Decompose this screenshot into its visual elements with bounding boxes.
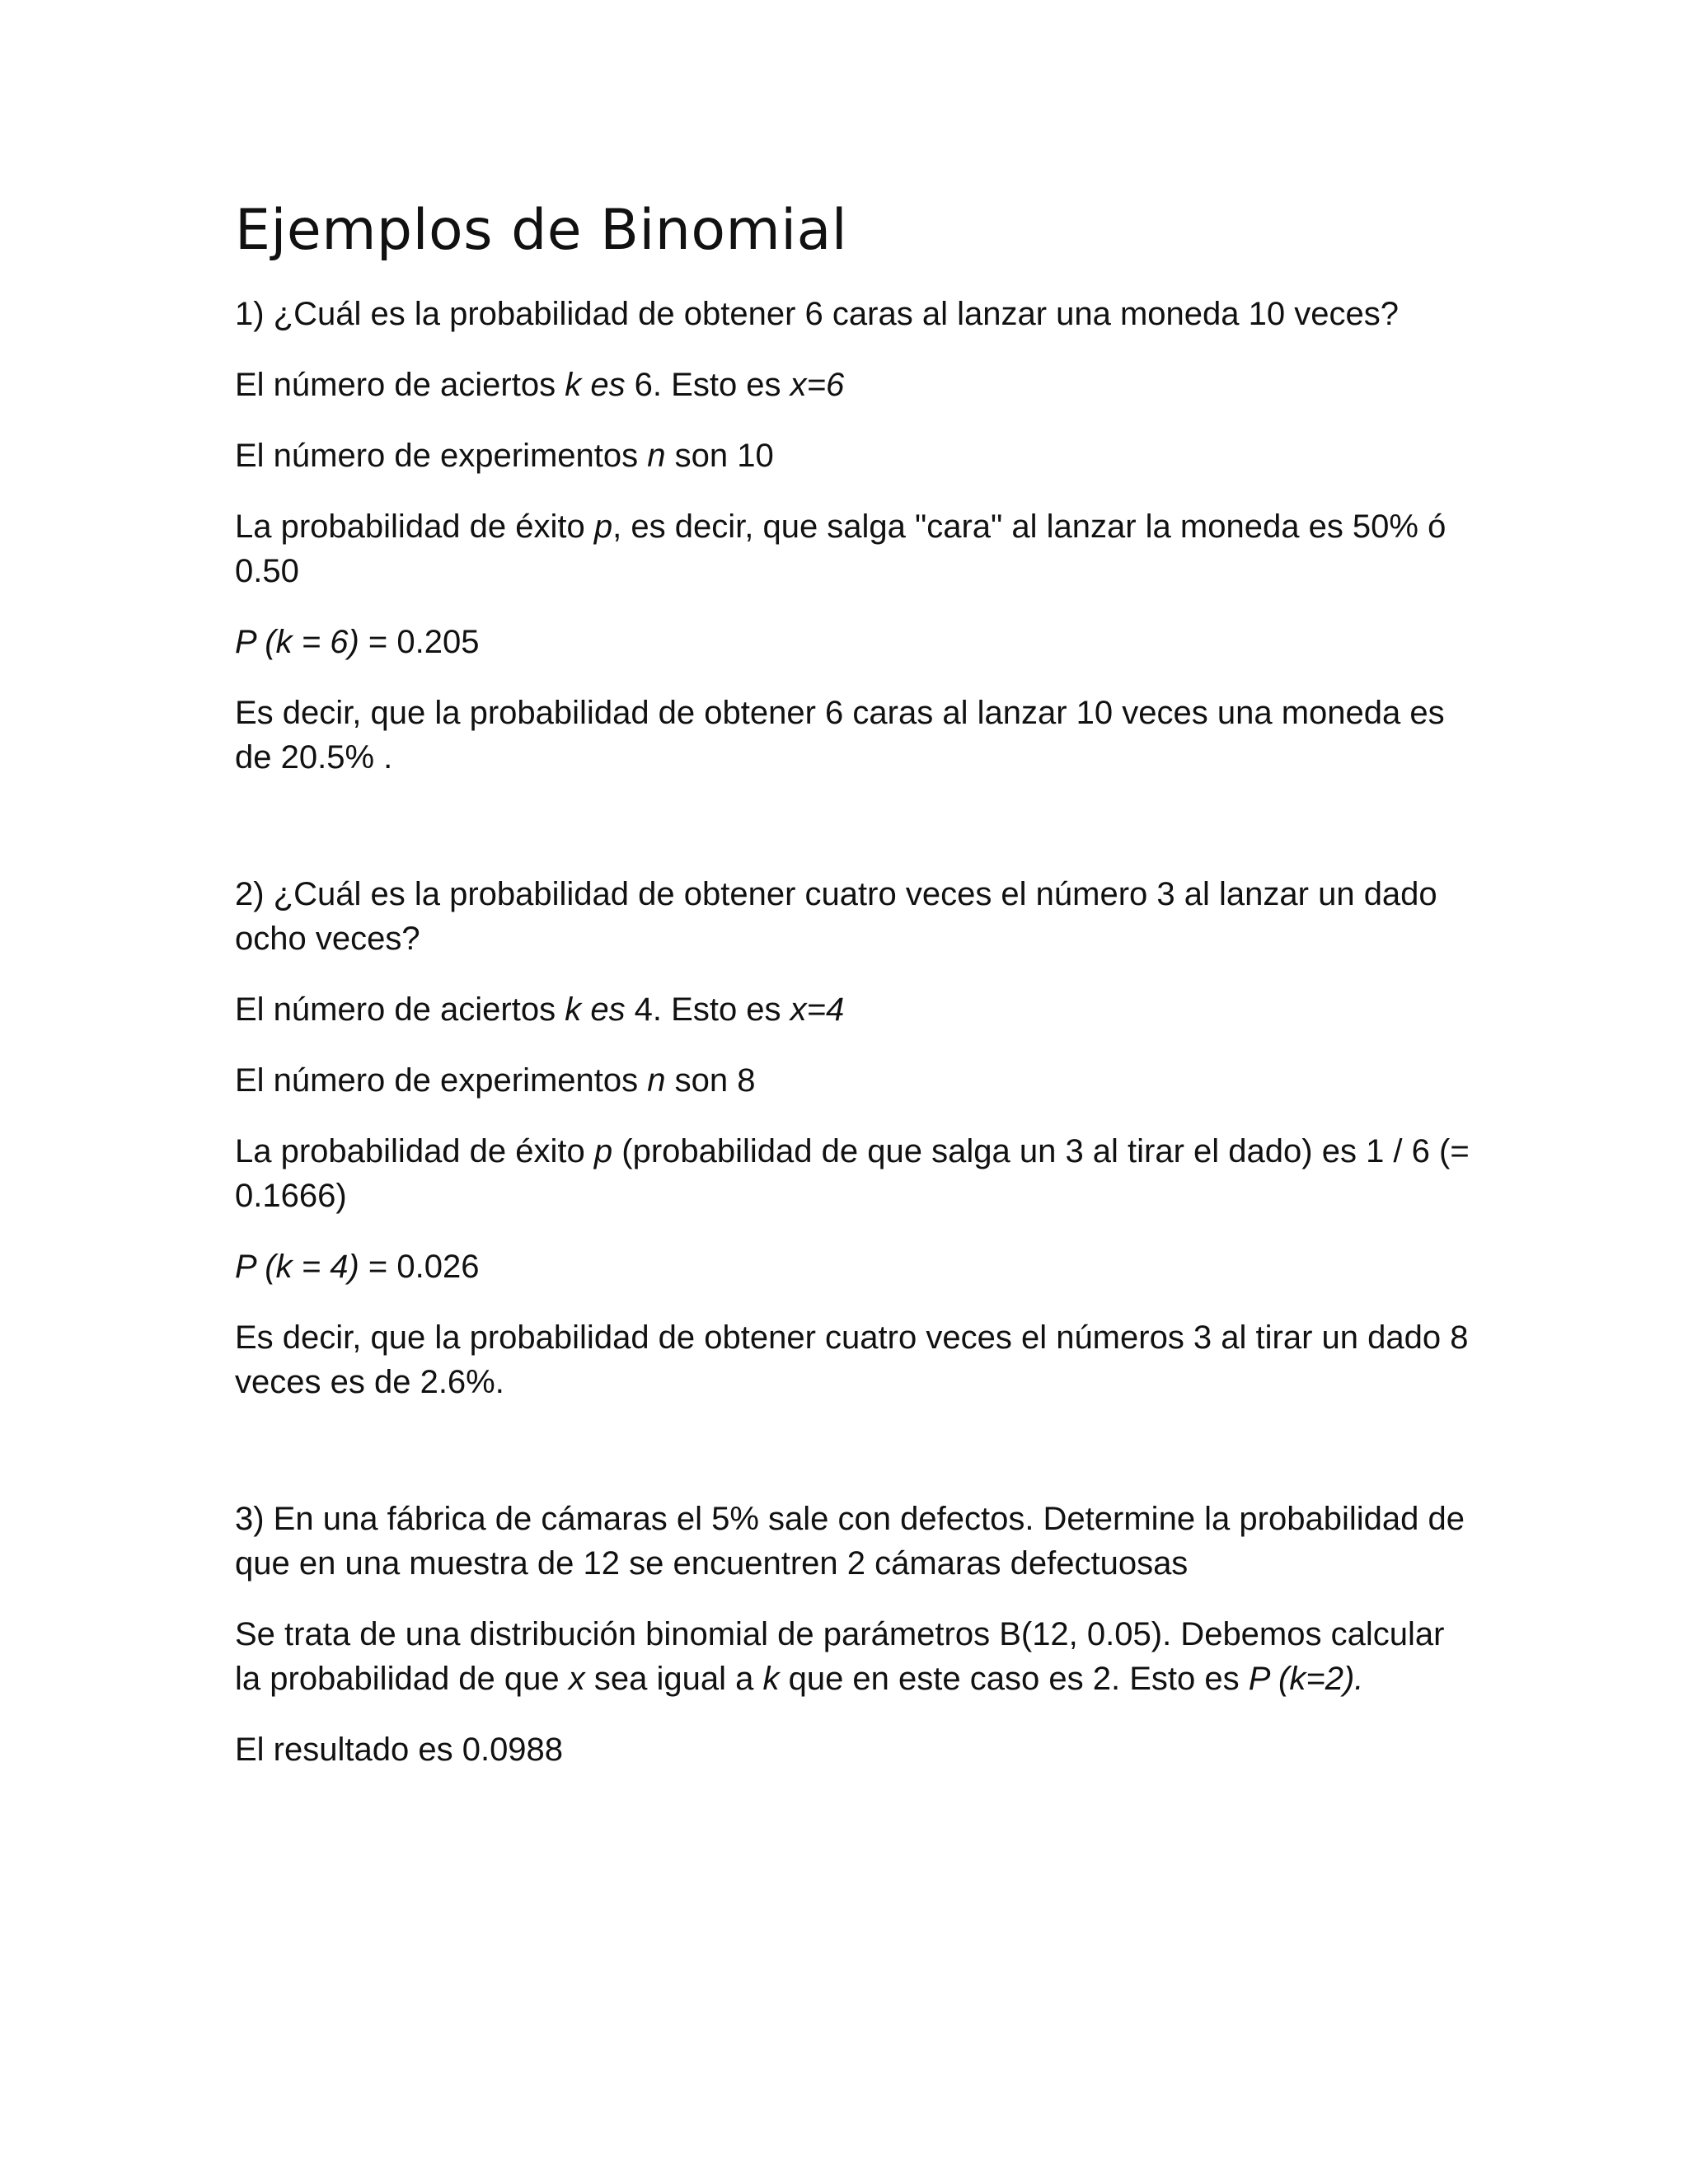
text-span: , es decir, que salga "cara" al lanzar la moneda es 50% ó 0.50 (235, 509, 1447, 589)
text-span: = 0.205 (359, 624, 480, 660)
example-2-question: 2) ¿Cuál es la probabilidad de obtener cuatro veces el número 3 al lanzar un dado ocho veces? (235, 876, 1437, 957)
italic-var: k es (565, 367, 626, 403)
text-span: 4. Esto es (625, 991, 790, 1028)
example-3-question: 3) En una fábrica de cámaras el 5% sale con defectos. Determine la probabilidad de que en una muestra de 12 se encuentren 2 cámaras defectuosas (235, 1501, 1465, 1582)
text-span: son 8 (665, 1062, 756, 1099)
example-1-question: 1) ¿Cuál es la probabilidad de obtener 6 caras al lanzar una moneda 10 veces? (235, 296, 1399, 332)
text-span: que en este caso es 2. Esto es (779, 1661, 1249, 1697)
italic-var: P (k = 6) (235, 624, 359, 660)
example-2 (235, 872, 1471, 1404)
italic-var: p (593, 1133, 613, 1169)
example-3 (235, 1497, 1471, 1772)
text-span: La probabilidad de éxito (235, 1133, 594, 1169)
example-2-successes (235, 987, 1471, 1032)
example-1-successes (235, 363, 1471, 407)
text-span: El número de experimentos (235, 438, 648, 474)
text-span: Se trata de una distribución binomial de parámetros B(12, 0.05). Debemos calcular la probabilidad de que (235, 1616, 1445, 1697)
example-1-conclusion: Es decir, que la probabilidad de obtener 6 caras al lanzar 10 veces una moneda es de 20.5% . (235, 695, 1445, 776)
text-span: La probabilidad de éxito (235, 509, 594, 545)
italic-var: x=4 (790, 991, 845, 1028)
example-3-result: El resultado es 0.0988 (235, 1732, 564, 1768)
section-spacer (235, 1431, 1471, 1497)
italic-var: x=6 (790, 367, 845, 403)
italic-var: P (k = 4) (235, 1249, 359, 1285)
italic-var: x (568, 1661, 585, 1697)
example-1 (235, 292, 1471, 780)
example-2-probability (235, 1129, 1471, 1218)
text-span: (probabilidad de que salga un 3 al tirar el dado) es 1 / 6 (= 0.1666) (235, 1133, 1470, 1214)
text-span: sea igual a (584, 1661, 763, 1697)
italic-var: k (762, 1661, 780, 1697)
example-1-result (235, 620, 1471, 664)
page-title: Ejemplos de Binomial (235, 198, 848, 263)
text-span: 6. Esto es (625, 367, 790, 403)
example-3-setup (235, 1612, 1471, 1701)
example-2-experiments (235, 1058, 1471, 1103)
italic-var: n (647, 438, 666, 474)
example-1-experiments (235, 434, 1471, 478)
text-span: El número de aciertos (235, 367, 565, 403)
italic-var: P (k=2). (1248, 1661, 1364, 1697)
text-span: = 0.026 (359, 1249, 480, 1285)
text-span: El número de aciertos (235, 991, 565, 1028)
italic-var: p (593, 509, 613, 545)
text-span: son 10 (665, 438, 774, 474)
example-1-probability (235, 504, 1471, 593)
italic-var: k es (565, 991, 626, 1028)
section-spacer (235, 806, 1471, 872)
text-span: El número de experimentos (235, 1062, 648, 1099)
italic-var: n (647, 1062, 666, 1099)
example-2-result (235, 1244, 1471, 1289)
document-page (235, 198, 1471, 1798)
example-2-conclusion: Es decir, que la probabilidad de obtener cuatro veces el números 3 al tirar un dado 8 veces es de 2.6%. (235, 1319, 1469, 1400)
